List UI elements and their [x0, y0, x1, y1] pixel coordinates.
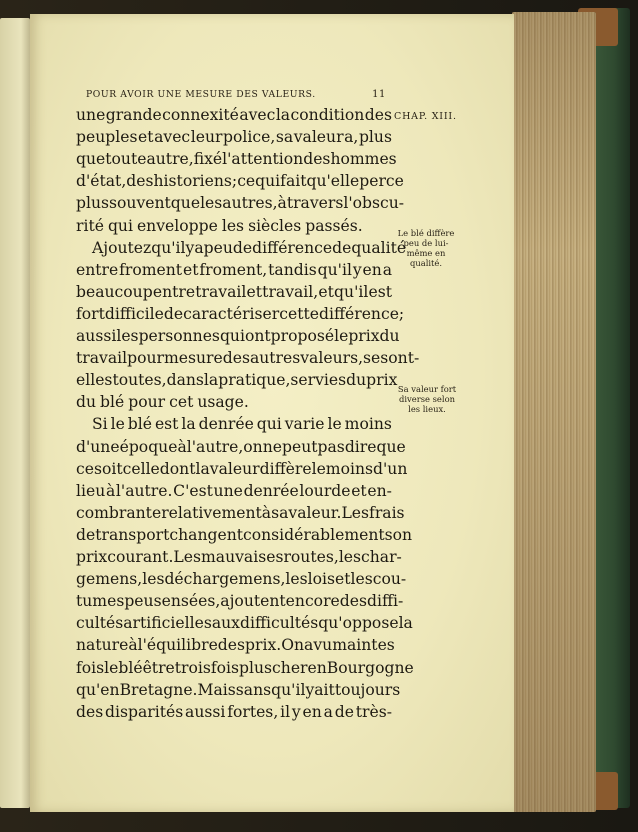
text-line: elles toutes, dans la pratique, servies du prix	[76, 371, 398, 390]
text-line: lieu à l'autre. C'est une denrée lourde et en-	[76, 481, 392, 500]
text-line: ce soit celle dont la valeur diffère le moins d'un	[76, 459, 408, 478]
text-line: rité qui enveloppe les siècles passés.	[76, 216, 363, 235]
text-line: qu'en Bretagne. Mais sans qu'il y ait toujours	[76, 680, 401, 699]
text-line: cultés artificielles aux difficultés qu'oppose la	[76, 614, 413, 633]
text-line: du blé pour cet usage.	[76, 393, 249, 412]
text-line: entre froment et froment, tandis qu'il y en a	[76, 260, 392, 279]
text-line: d'une époque à l'autre, on ne peut pas dire que	[76, 437, 406, 456]
text-line: d'état, des historiens; ce qui fait qu'elle perce	[76, 172, 404, 191]
text-line: une grande connexité avec la condition des	[76, 106, 392, 124]
text-line: beaucoup entre travail et travail, et qu'il est	[76, 282, 392, 301]
margin-note-line: même en	[406, 248, 446, 258]
running-head-title: POUR AVOIR UNE MESURE DES VALEURS.	[86, 89, 316, 100]
running-head	[86, 89, 386, 103]
text-line: de transport changent considérablement son	[76, 525, 413, 544]
margin-note-line: Sa valeur fort	[397, 384, 457, 394]
chapter-label: CHAP. XIII.	[394, 111, 457, 122]
margin-note-location	[396, 384, 458, 414]
text-line: des disparités aussi fortes, il y en a de très-	[76, 702, 392, 721]
text-line: nature à l'équilibre des prix. On a vu maintes	[76, 636, 395, 655]
text-line: gemens, les déchargemens, les lois et les cou-	[76, 570, 407, 589]
text-line: combrante relativement à sa valeur. Les frais	[76, 503, 405, 522]
margin-note-line: qualité.	[409, 258, 443, 268]
margin-note-line: Le blé diffère	[397, 228, 455, 238]
margin-note-line: les lieux.	[408, 404, 446, 414]
text-line: aussi les personnes qui ont proposé le prix du	[76, 327, 400, 345]
text-line: tumes peu sensées, ajoutent encore des diffi-	[76, 592, 404, 611]
text-line: Ajoutez qu'il y a peu de différence de qualité	[92, 238, 407, 257]
page-edges	[512, 12, 596, 812]
page-number: 11	[372, 89, 386, 100]
text-line: fois le blé être trois fois plus cher en Bourgogne	[76, 658, 414, 677]
text-line: fort difficile de caractériser cette différence;	[76, 304, 405, 323]
text-line: travail pour mesure des autres valeurs, se sont-	[76, 349, 420, 368]
margin-note-line: diverse selon	[398, 394, 456, 404]
left-page-edge	[0, 18, 30, 808]
margin-note-line: peu de lui-	[403, 238, 449, 248]
text-line: que toute autre, fixé l'attention des hommes	[76, 150, 397, 169]
text-line: peuples et avec leur police, sa valeur a, plus	[76, 128, 392, 147]
text-line: Si le blé est la denrée qui varie le moins	[92, 415, 392, 434]
book-cover	[590, 8, 630, 808]
text-line: prix courant. Les mauvaises routes, les char-	[76, 548, 402, 566]
text-line: plus souvent que les autres, à travers l'obscu-	[76, 194, 405, 213]
